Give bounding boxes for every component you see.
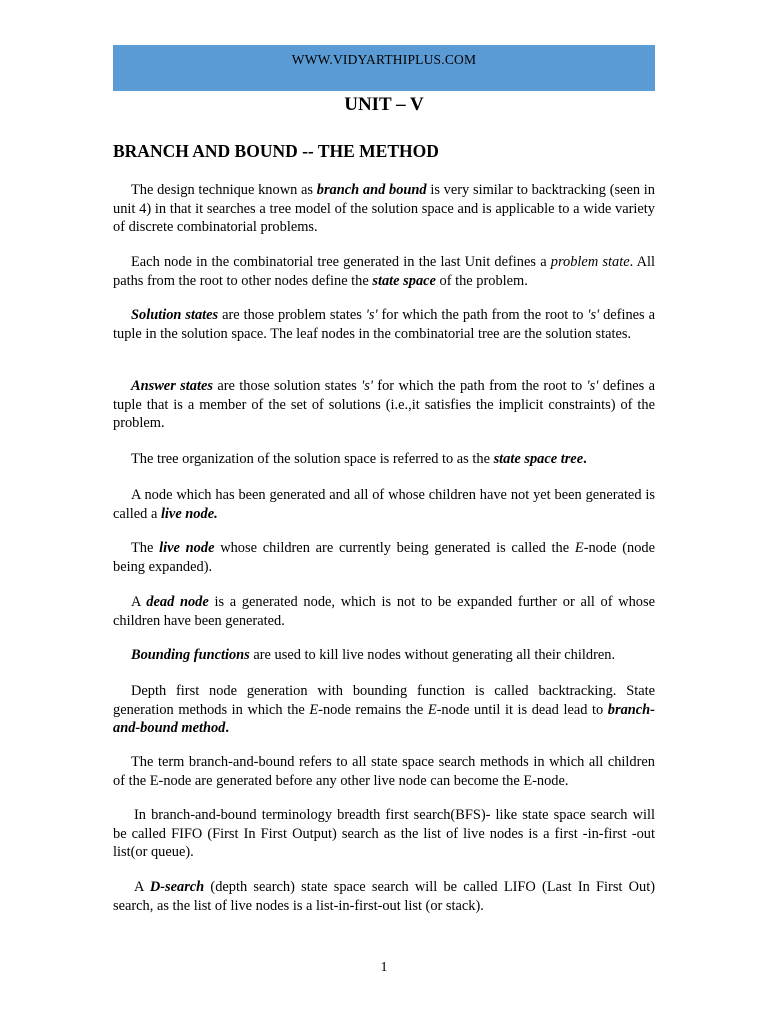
paragraph-bounding-functions: Bounding functions are used to kill live nodes without generating all their children.	[131, 647, 616, 663]
paragraph-lifo: A D-search (depth search) state space search will be called LIFO (Last In First Out) search, as the list of live nodes is a list-in-first-out list (or stack).	[113, 879, 656, 914]
paragraph-intro: The design technique known as branch and bound is very similar to backtracking (seen in unit 4) in that it searches a tree model of the solution space and is applicable to a wide variety of discrete combinatorial problems.	[113, 182, 655, 235]
paragraph-backtracking: Depth first node generation with bounding function is called backtracking. State generation methods in which the E-node remains the E-node until it is dead lead to branch-and-bound method.	[113, 683, 655, 736]
site-banner	[113, 45, 655, 91]
paragraph-branch-and-bound-term: The term branch-and-bound refers to all state space search methods in which all children of the E-node are generated before any other live node can become the E-node.	[113, 754, 655, 789]
paragraph-solution-states: Solution states are those problem states 's' for which the path from the root to 's' defines a tuple in the solution space. The leaf nodes in the combinatorial tree are the solution states.	[113, 307, 655, 342]
paragraph-e-node: The live node whose children are currently being generated is called the E-node (node being expanded).	[113, 540, 655, 575]
unit-title: UNIT – V	[344, 94, 424, 115]
paragraph-live-node: A node which has been generated and all of whose children have not yet been generated is called a live node.	[113, 487, 655, 522]
paragraph-answer-states: Answer states are those solution states 's' for which the path from the root to 's' defines a tuple that is a member of the set of solutions (i.e.,it satisfies the implicit constraints) of the problem.	[113, 378, 656, 431]
page-number: 1	[380, 960, 388, 975]
paragraph-fifo: In branch-and-bound terminology breadth first search(BFS)- like state space search will be called FIFO (First In First Output) search as the list of live nodes is a first -in-first -out list(or queue).	[113, 807, 655, 860]
paragraph-state-space-tree: The tree organization of the solution space is referred to as the state space tree.	[131, 451, 587, 467]
paragraph-problem-state: Each node in the combinatorial tree generated in the last Unit defines a problem state. All paths from the root to other nodes define the state space of the problem.	[113, 254, 655, 289]
banner-site-text: WWW.VIDYARTHIPLUS.COM	[291, 52, 477, 67]
paragraph-dead-node: A dead node is a generated node, which is not to be expanded further or all of whose children have been generated.	[113, 594, 655, 629]
section-heading: BRANCH AND BOUND -- THE METHOD	[113, 141, 439, 161]
